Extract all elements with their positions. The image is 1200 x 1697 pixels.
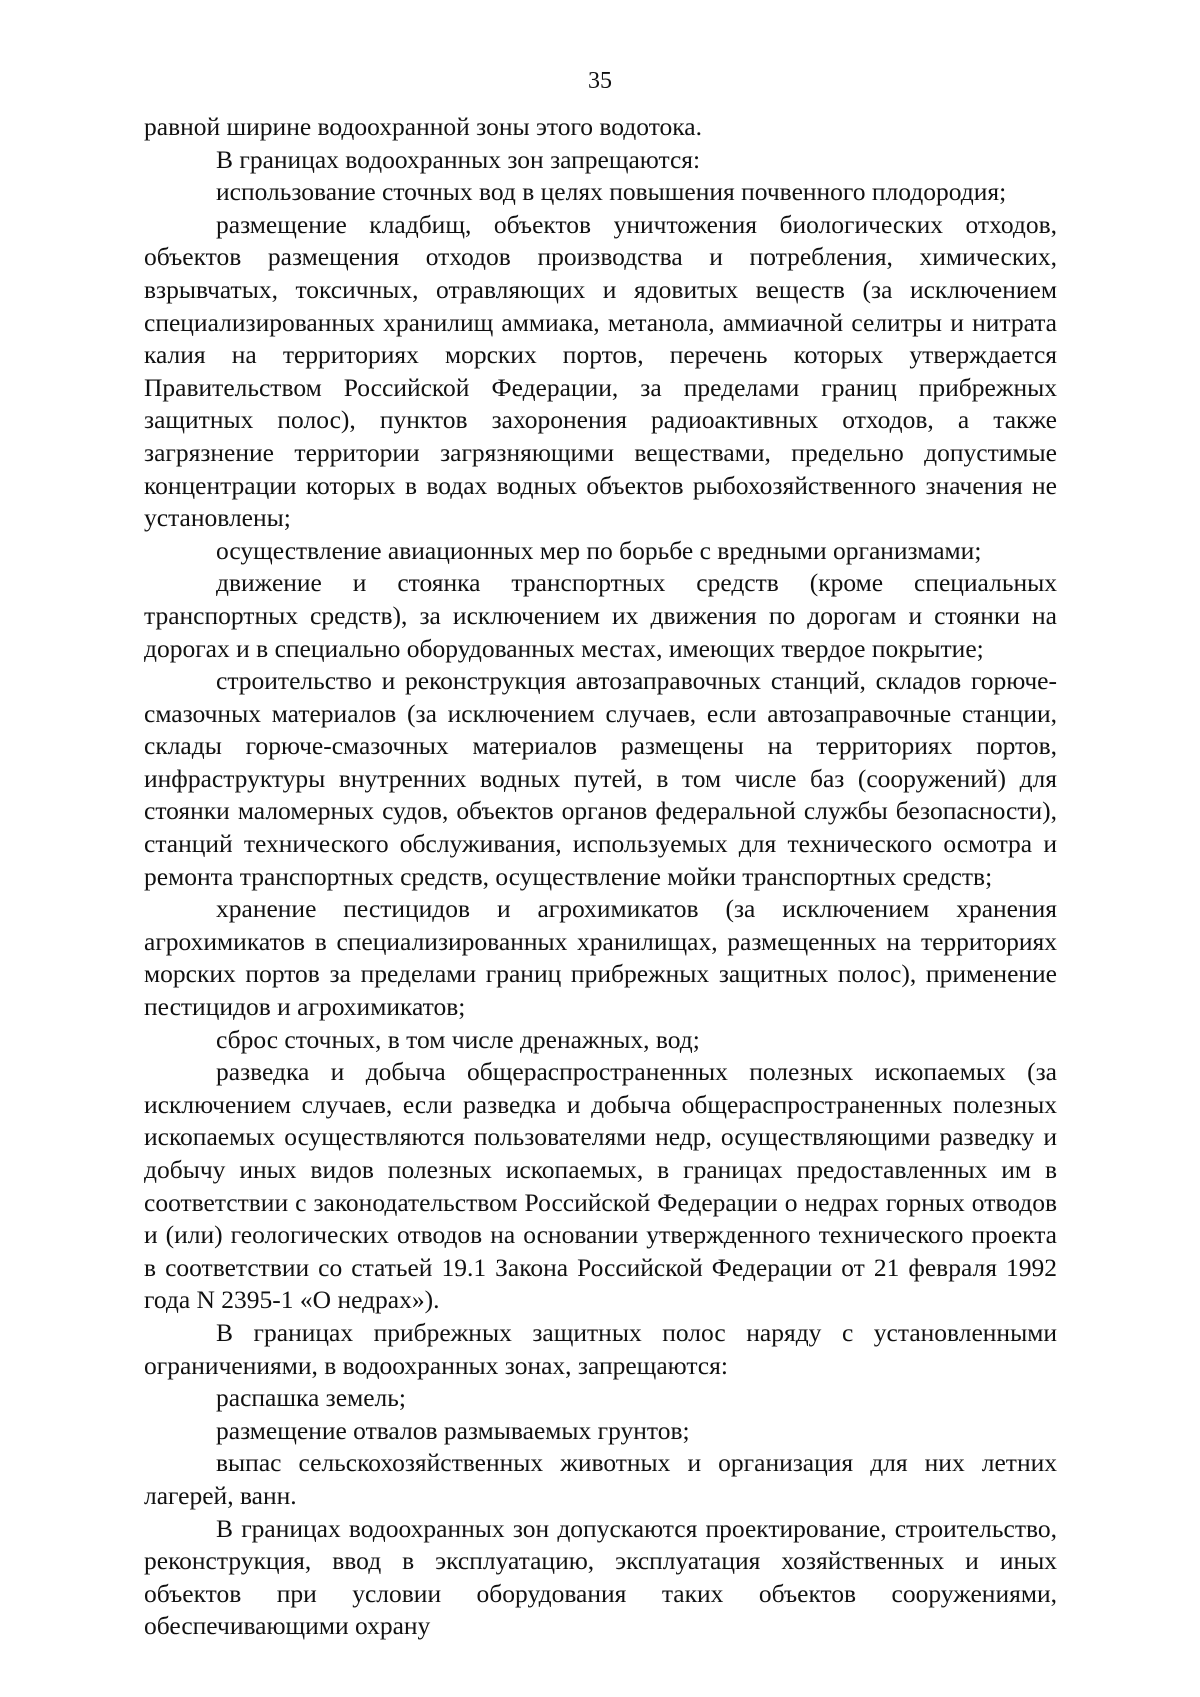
paragraph-fuel-stations: строительство и реконструкция автозаправочных станций, складов горюче-смазочных материалов (за исключением случаев, если автозаправочные станции, склады горюче-смазочных материалов размещены на территориях портов, инфраструктуры внутренних водных путей, в том числе баз (сооружений) для стоянки маломерных судов, объектов органов федеральной службы безопасности), станций технического обслуживания, используемых для технического осмотра и ремонта транспортных средств, осуществление мойки транспортных средств; (144, 666, 1057, 891)
paragraph-plowing: распашка земель; (216, 1383, 406, 1413)
paragraph-wastewater-use: использование сточных вод в целях повышения почвенного плодородия; (216, 177, 1007, 207)
paragraph-coastal-strips-intro: В границах прибрежных защитных полос наряду с установленными ограничениями, в водоохранных зонах, запрещаются: (144, 1317, 1057, 1380)
paragraph-permitted-activities: В границах водоохранных зон допускаются проектирование, строительство, реконструкция, ввод в эксплуатацию, эксплуатация хозяйственных и иных объектов при условии оборудования таких объектов сооружениями, обеспечивающими охрану (144, 1513, 1057, 1641)
paragraph-cemeteries-waste: размещение кладбищ, объектов уничтожения биологических отходов, объектов размещения отходов производства и потребления, химических, взрывчатых, токсичных, отравляющих и ядовитых веществ (за исключением специализированных хранилищ аммиака, метанола, аммиачной селитры и нитрата калия на территориях морских портов, перечень которых утверждается Правительством Российской Федерации, за пределами границ прибрежных защитных полос), пунктов захоронения радиоактивных отходов, а также загрязнение территории загрязняющими веществами, предельно допустимые концентрации которых в водах водных объектов рыбохозяйственного значения не установлены; (144, 209, 1057, 533)
paragraph-continuation: равной ширине водоохранной зоны этого водотока. (144, 112, 702, 141)
paragraph-aviation-measures: осуществление авиационных мер по борьбе с вредными организмами; (216, 535, 982, 565)
paragraph-pesticides: хранение пестицидов и агрохимикатов (за исключением хранения агрохимикатов в специализированных хранилищах, размещенных на территориях морских портов за пределами границ прибрежных защитных полос), применение пестицидов и агрохимикатов; (144, 894, 1057, 1022)
page-number: 35 (588, 68, 612, 94)
paragraph-dumps: размещение отвалов размываемых грунтов; (216, 1415, 690, 1445)
paragraph-prohibitions-intro: В границах водоохранных зон запрещаются: (216, 144, 701, 174)
paragraph-wastewater-discharge: сброс сточных, в том числе дренажных, вод; (216, 1024, 700, 1054)
paragraph-mining: разведка и добыча общераспространенных полезных ископаемых (за исключением случаев, если разведка и добыча общераспространенных полезных ископаемых осуществляются пользователями недр, осуществляющими разведку и добычу иных видов полезных ископаемых, в границах предоставленных им в соответствии с законодательством Российской Федерации о недрах горных отводов и (или) геологических отводов на основании утвержденного технического проекта в соответствии со статьей 19.1 Закона Российской Федерации от 21 февраля 1992 года N 2395-1 «О недрах»). (144, 1057, 1057, 1315)
paragraph-grazing: выпас сельскохозяйственных животных и организация для них летних лагерей, ванн. (144, 1448, 1057, 1510)
document-body (144, 111, 1057, 1643)
paragraph-vehicle-movement: движение и стоянка транспортных средств (кроме специальных транспортных средств), за исключением их движения по дорогам и стоянки на дорогах и в специально оборудованных местах, имеющих твердое покрытие; (144, 568, 1057, 663)
